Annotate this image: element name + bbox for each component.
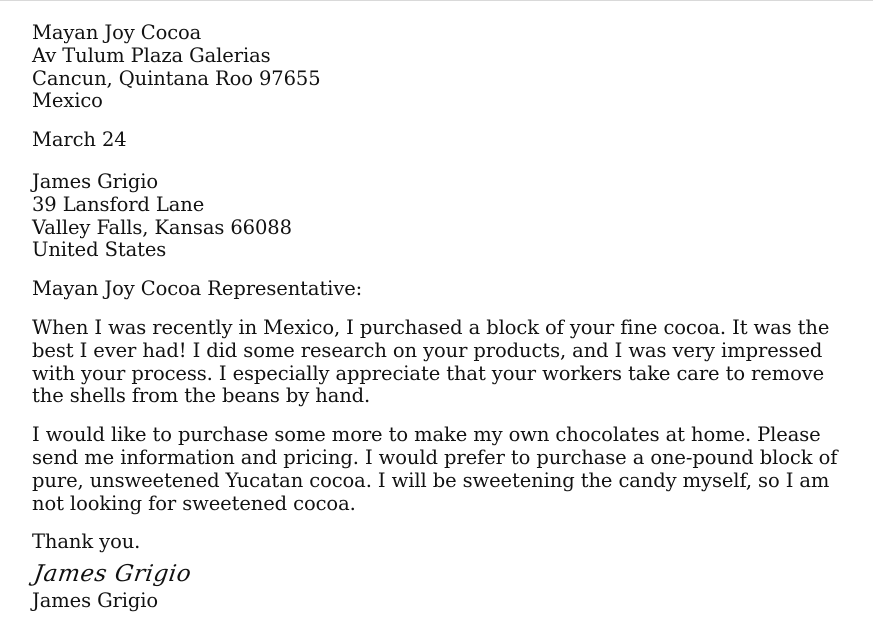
page-top-border [0,0,873,1]
printed-name-block [32,590,832,613]
paragraph-line: best I ever had! I did some research on your products, and I was very impressed [32,338,823,362]
recipient-country: United States [32,238,167,262]
sender-city-line: Cancun, Quintana Roo 97655 [32,66,321,90]
recipient-street: 39 Lansford Lane [32,192,205,216]
recipient-address [32,171,832,262]
closing: Thank you. [32,530,141,554]
letter-date: March 24 [32,128,127,152]
sender-name: Mayan Joy Cocoa [32,21,202,44]
paragraph-line: with your process. I especially appreciate that your workers take care to remove [32,361,825,385]
date-block [32,129,832,152]
sender-country: Mexico [32,89,103,113]
paragraph-line: send me information and pricing. I would prefer to purchase a one-pound block of [32,445,838,469]
salutation-block [32,278,832,301]
salutation: Mayan Joy Cocoa Representative: [32,277,363,301]
body-paragraph-1 [32,317,832,408]
paragraph-line: not looking for sweetened cocoa. [32,491,356,515]
sender-street: Av Tulum Plaza Galerias [32,43,271,67]
paragraph-line: I would like to purchase some more to make my own chocolates at home. Please [32,423,821,447]
sender-address [32,22,832,113]
closing-block [32,531,832,554]
letter [32,21,838,613]
paragraph-line: When I was recently in Mexico, I purchased a block of your fine cocoa. It was the [32,315,830,339]
recipient-city-line: Valley Falls, Kansas 66088 [32,215,292,239]
recipient-name: James Grigio [32,169,159,193]
paragraph-line: the shells from the beans by hand. [32,384,371,408]
paragraph-line: pure, unsweetened Yucatan cocoa. I will be sweetening the candy myself, so I am [32,468,830,492]
handwritten-signature: James Grigio [32,561,194,588]
printed-name: James Grigio [32,589,159,613]
body-paragraph-2 [32,423,838,515]
